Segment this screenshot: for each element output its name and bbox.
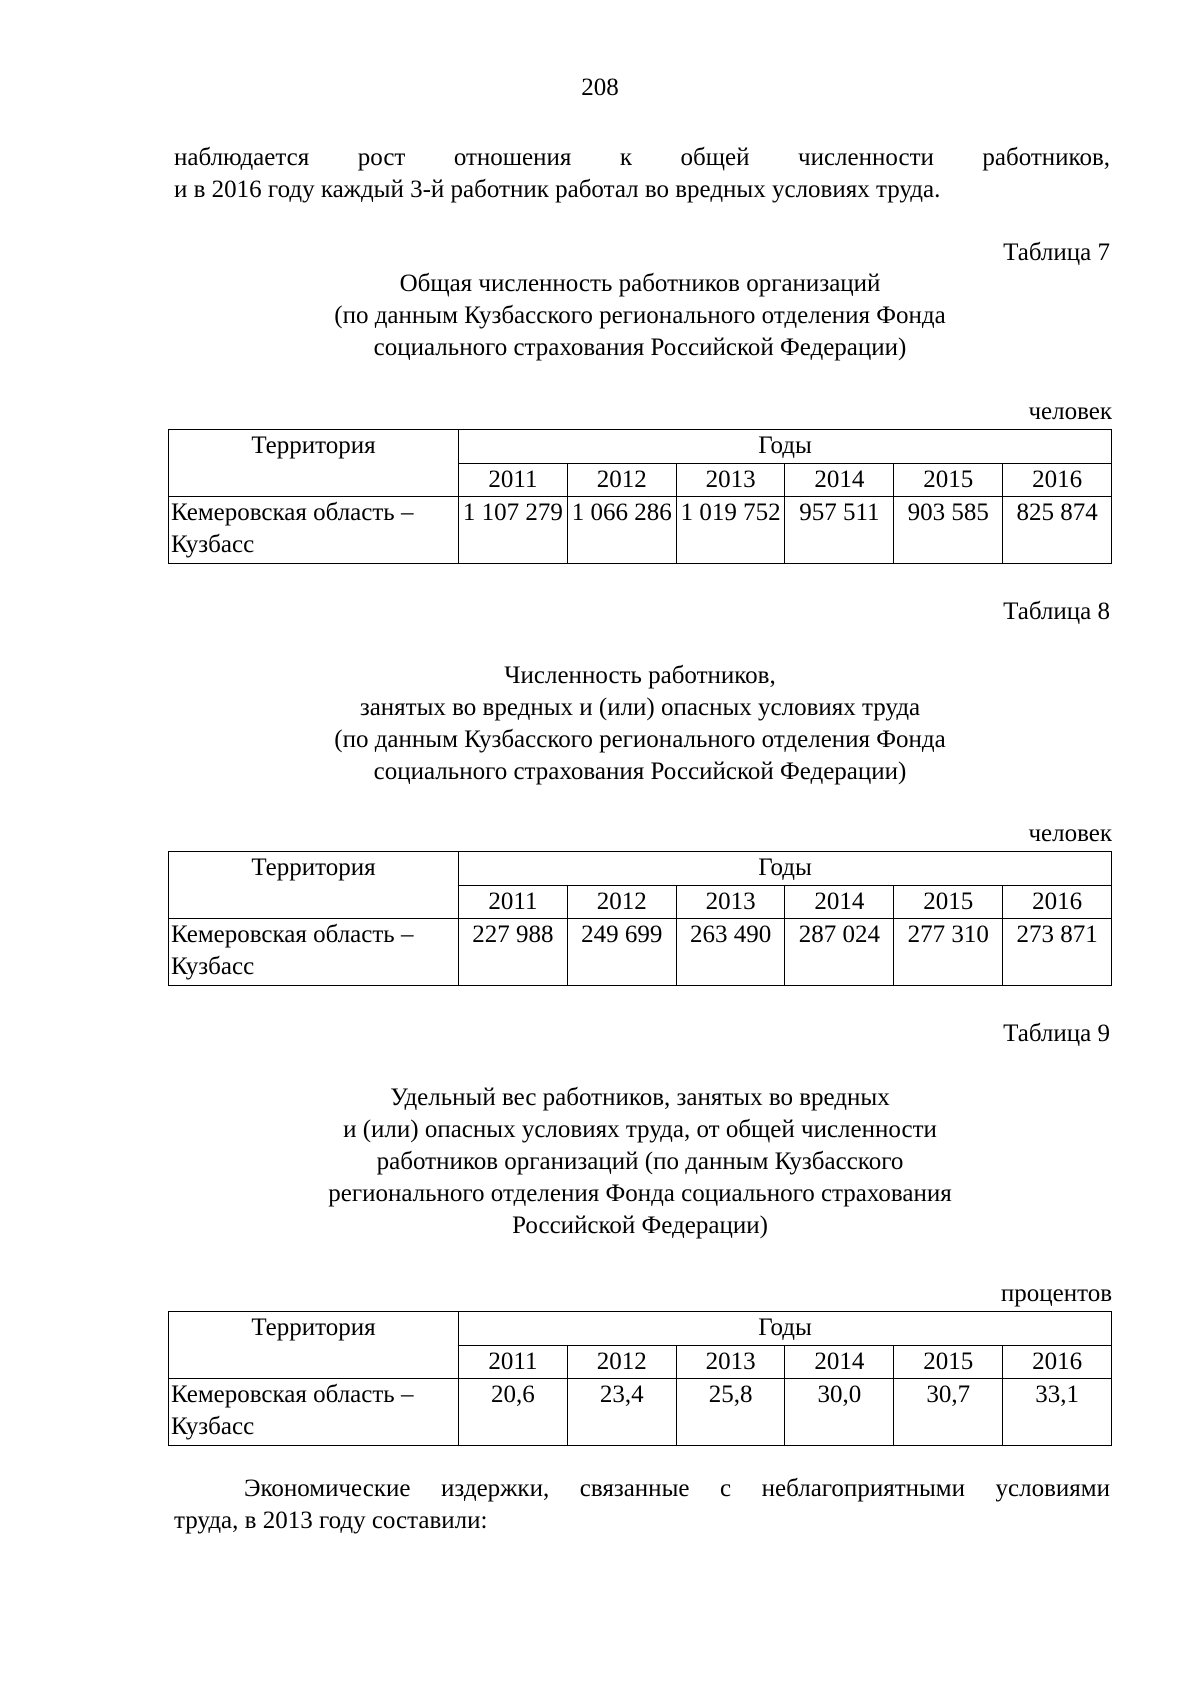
territory-cell: Кемеровская область – Кузбасс — [169, 919, 459, 986]
value-cell: 33,1 — [1003, 1379, 1112, 1446]
year-cell: 2015 — [894, 885, 1003, 919]
year-cell: 2011 — [459, 885, 568, 919]
year-cell: 2011 — [459, 1345, 568, 1379]
value-cell: 227 988 — [459, 919, 568, 986]
year-cell: 2015 — [894, 463, 1003, 497]
year-cell: 2013 — [676, 885, 785, 919]
year-cell: 2013 — [676, 1345, 785, 1379]
year-cell: 2016 — [1003, 463, 1112, 497]
value-cell: 249 699 — [567, 919, 676, 986]
table-9-caption-line: регионального отделения Фонда социального страхования — [328, 1180, 952, 1207]
year-cell: 2014 — [785, 463, 894, 497]
table-header-row — [169, 852, 1112, 886]
table-row — [169, 919, 1112, 986]
territory-header: Территория — [169, 852, 459, 919]
table-9-label: Таблица 9 — [1003, 1020, 1110, 1047]
value-cell: 263 490 — [676, 919, 785, 986]
table-8-caption-line: социального страхования Российской Федерации) — [373, 758, 907, 785]
territory-cell: Кемеровская область – Кузбасс — [169, 497, 459, 564]
years-header: Годы — [459, 852, 1112, 886]
year-cell: 2014 — [785, 885, 894, 919]
value-cell: 30,7 — [894, 1379, 1003, 1446]
table-row — [169, 1379, 1112, 1446]
table-8-caption-line: (по данным Кузбасского регионального отделения Фонда — [334, 726, 946, 753]
table-8 — [168, 851, 1112, 986]
table-7-label: Таблица 7 — [1003, 239, 1110, 266]
table-9-caption-line: Удельный вес работников, занятых во вредных — [390, 1084, 890, 1111]
year-cell: 2012 — [567, 1345, 676, 1379]
table-7-caption-line: (по данным Кузбасского регионального отделения Фонда — [334, 302, 946, 329]
value-cell: 825 874 — [1003, 497, 1112, 564]
intro-paragraph-line-1: наблюдается рост отношения к общей численности работников, — [174, 144, 1110, 171]
table-9-caption-line: и (или) опасных условиях труда, от общей численности — [343, 1116, 937, 1143]
year-cell: 2016 — [1003, 885, 1112, 919]
value-cell: 277 310 — [894, 919, 1003, 986]
years-header: Годы — [459, 430, 1112, 464]
year-cell: 2014 — [785, 1345, 894, 1379]
table-9-caption-line: работников организаций (по данным Кузбасского — [376, 1148, 904, 1175]
outro-paragraph-line-1: Экономические издержки, связанные с неблагоприятными условиями — [244, 1475, 1110, 1502]
table-8-caption-line: занятых во вредных и (или) опасных условиях труда — [359, 694, 921, 721]
table-8-label: Таблица 8 — [1003, 598, 1110, 625]
table-7-caption-line: Общая численность работников организаций — [399, 270, 881, 297]
value-cell: 1 066 286 — [567, 497, 676, 564]
year-cell: 2013 — [676, 463, 785, 497]
years-header: Годы — [459, 1312, 1112, 1346]
year-cell: 2011 — [459, 463, 568, 497]
table-7-caption — [170, 268, 1110, 364]
value-cell: 23,4 — [567, 1379, 676, 1446]
table-9-caption — [170, 1082, 1110, 1242]
table-9-caption-line: Российской Федерации) — [512, 1212, 768, 1239]
value-cell: 957 511 — [785, 497, 894, 564]
value-cell: 1 019 752 — [676, 497, 785, 564]
value-cell: 287 024 — [785, 919, 894, 986]
territory-cell: Кемеровская область – Кузбасс — [169, 1379, 459, 1446]
value-cell: 30,0 — [785, 1379, 894, 1446]
intro-paragraph-line-2: и в 2016 году каждый 3-й работник работал во вредных условиях труда. — [174, 176, 941, 203]
table-8-caption-line: Численность работников, — [504, 662, 776, 689]
table-7 — [168, 429, 1112, 564]
year-cell: 2012 — [567, 885, 676, 919]
value-cell: 25,8 — [676, 1379, 785, 1446]
year-cell: 2012 — [567, 463, 676, 497]
table-7-caption-line: социального страхования Российской Федерации) — [373, 334, 907, 361]
outro-paragraph-line-2: труда, в 2013 году составили: — [174, 1507, 488, 1534]
value-cell: 20,6 — [459, 1379, 568, 1446]
year-cell: 2016 — [1003, 1345, 1112, 1379]
table-9-unit: процентов — [1000, 1280, 1112, 1307]
value-cell: 273 871 — [1003, 919, 1112, 986]
territory-header: Территория — [169, 430, 459, 497]
table-row — [169, 497, 1112, 564]
value-cell: 903 585 — [894, 497, 1003, 564]
table-9 — [168, 1311, 1112, 1446]
table-header-row — [169, 430, 1112, 464]
table-header-row — [169, 1312, 1112, 1346]
territory-header: Территория — [169, 1312, 459, 1379]
page-number: 208 — [581, 74, 619, 101]
table-8-unit: человек — [1028, 820, 1112, 847]
table-7-unit: человек — [1028, 398, 1112, 425]
year-cell: 2015 — [894, 1345, 1003, 1379]
table-8-caption — [170, 660, 1110, 788]
value-cell: 1 107 279 — [459, 497, 568, 564]
